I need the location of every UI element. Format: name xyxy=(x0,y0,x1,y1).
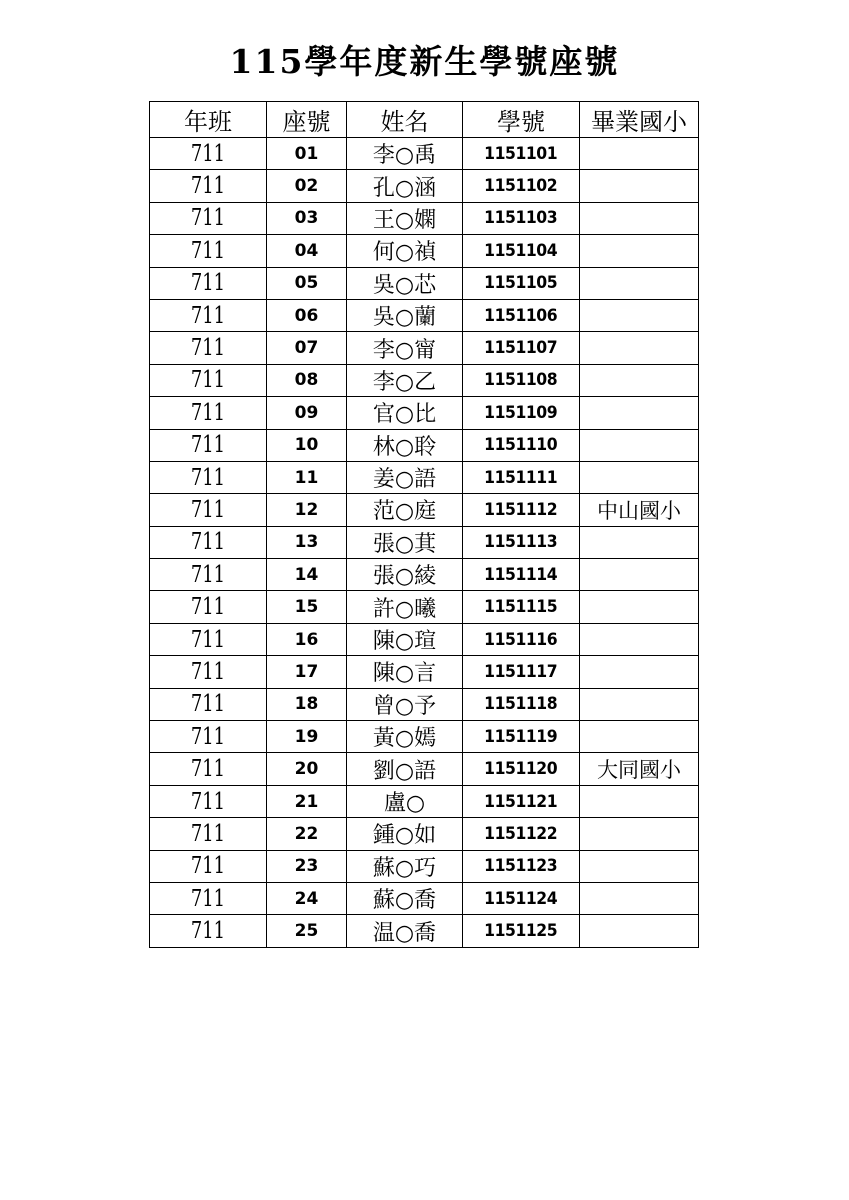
table-row xyxy=(150,559,699,591)
table-row xyxy=(150,397,699,429)
table-row xyxy=(150,915,699,947)
cell-name: 吳○芯 xyxy=(347,267,463,299)
table-row xyxy=(150,364,699,396)
cell-seat: 12 xyxy=(267,494,347,526)
cell-name: 劉○語 xyxy=(347,753,463,785)
cell-class xyxy=(150,591,267,623)
cell-class-text: 711 xyxy=(190,237,226,264)
cell-student-id-text: 1151104 xyxy=(484,240,558,261)
cell-name: 張○綾 xyxy=(347,559,463,591)
cell-school xyxy=(580,364,699,396)
cell-seat: 01 xyxy=(267,138,347,170)
cell-class-text: 711 xyxy=(190,918,226,945)
cell-seat: 13 xyxy=(267,526,347,558)
table-row xyxy=(150,656,699,688)
cell-class-text: 711 xyxy=(190,302,226,329)
cell-student-id xyxy=(463,235,580,267)
cell-student-id xyxy=(463,299,580,331)
cell-student-id xyxy=(463,332,580,364)
cell-class-text: 711 xyxy=(190,723,226,750)
cell-name: 蘇○巧 xyxy=(347,850,463,882)
cell-student-id xyxy=(463,688,580,720)
cell-name: 陳○瑄 xyxy=(347,623,463,655)
cell-school xyxy=(580,397,699,429)
cell-class-text: 711 xyxy=(190,885,226,912)
cell-school xyxy=(580,235,699,267)
cell-class-text: 711 xyxy=(190,561,226,588)
table-row xyxy=(150,494,699,526)
cell-student-id xyxy=(463,267,580,299)
cell-student-id xyxy=(463,397,580,429)
cell-class-text: 711 xyxy=(190,626,226,653)
cell-name: 許○曦 xyxy=(347,591,463,623)
cell-seat: 16 xyxy=(267,623,347,655)
cell-name: 王○嫻 xyxy=(347,202,463,234)
header-class: 年班 xyxy=(150,102,267,138)
cell-class xyxy=(150,915,267,947)
cell-school xyxy=(580,559,699,591)
cell-class xyxy=(150,850,267,882)
table-row xyxy=(150,170,699,202)
table-row xyxy=(150,721,699,753)
cell-school xyxy=(580,170,699,202)
cell-student-id-text: 1151101 xyxy=(484,143,558,164)
cell-school xyxy=(580,429,699,461)
cell-class xyxy=(150,202,267,234)
table-row xyxy=(150,753,699,785)
cell-student-id xyxy=(463,429,580,461)
cell-seat: 03 xyxy=(267,202,347,234)
cell-student-id-text: 1151124 xyxy=(484,888,558,909)
cell-class xyxy=(150,299,267,331)
cell-student-id xyxy=(463,785,580,817)
cell-student-id xyxy=(463,656,580,688)
cell-class xyxy=(150,332,267,364)
table-row xyxy=(150,235,699,267)
cell-student-id-text: 1151112 xyxy=(484,499,558,520)
cell-student-id-text: 1151107 xyxy=(484,338,558,359)
cell-name: 吳○蘭 xyxy=(347,299,463,331)
cell-student-id-text: 1151125 xyxy=(484,921,558,942)
cell-class xyxy=(150,170,267,202)
table-header-row xyxy=(150,102,699,138)
cell-school xyxy=(580,138,699,170)
cell-class xyxy=(150,559,267,591)
header-seat: 座號 xyxy=(267,102,347,138)
cell-seat: 11 xyxy=(267,461,347,493)
cell-student-id-text: 1151110 xyxy=(484,435,558,456)
cell-student-id-text: 1151116 xyxy=(484,629,558,650)
table-body xyxy=(150,138,699,948)
cell-seat: 19 xyxy=(267,721,347,753)
cell-name: 李○甯 xyxy=(347,332,463,364)
cell-name: 曾○予 xyxy=(347,688,463,720)
cell-student-id xyxy=(463,170,580,202)
cell-student-id-text: 1151117 xyxy=(484,661,558,682)
cell-school xyxy=(580,591,699,623)
table-row xyxy=(150,591,699,623)
table-row xyxy=(150,267,699,299)
page-title: 115學年度新生學號座號 xyxy=(229,42,620,81)
cell-class xyxy=(150,364,267,396)
cell-seat: 25 xyxy=(267,915,347,947)
cell-seat: 23 xyxy=(267,850,347,882)
cell-name: 何○禎 xyxy=(347,235,463,267)
cell-student-id xyxy=(463,138,580,170)
cell-student-id-text: 1151119 xyxy=(484,726,558,747)
cell-student-id xyxy=(463,364,580,396)
cell-name: 温○喬 xyxy=(347,915,463,947)
table-row xyxy=(150,526,699,558)
cell-student-id-text: 1151123 xyxy=(484,856,558,877)
cell-class xyxy=(150,623,267,655)
cell-student-id-text: 1151120 xyxy=(484,759,558,780)
cell-class-text: 711 xyxy=(190,205,226,232)
cell-school xyxy=(580,332,699,364)
cell-class-text: 711 xyxy=(190,270,226,297)
cell-school xyxy=(580,785,699,817)
cell-seat: 17 xyxy=(267,656,347,688)
cell-student-id-text: 1151113 xyxy=(484,532,558,553)
cell-class xyxy=(150,721,267,753)
cell-seat: 24 xyxy=(267,882,347,914)
cell-class-text: 711 xyxy=(190,173,226,200)
cell-seat: 10 xyxy=(267,429,347,461)
cell-class-text: 711 xyxy=(190,496,226,523)
cell-class xyxy=(150,656,267,688)
cell-class xyxy=(150,235,267,267)
student-roster-table xyxy=(149,101,699,948)
cell-student-id xyxy=(463,850,580,882)
cell-student-id xyxy=(463,559,580,591)
cell-name: 李○乙 xyxy=(347,364,463,396)
cell-student-id-text: 1151114 xyxy=(484,564,558,585)
table-row xyxy=(150,429,699,461)
cell-school: 大同國小 xyxy=(580,753,699,785)
cell-student-id-text: 1151109 xyxy=(484,402,558,423)
cell-class xyxy=(150,818,267,850)
cell-class-text: 711 xyxy=(190,691,226,718)
cell-student-id-text: 1151103 xyxy=(484,208,558,229)
cell-name: 鍾○如 xyxy=(347,818,463,850)
header-school: 畢業國小 xyxy=(580,102,699,138)
cell-class-text: 711 xyxy=(190,853,226,880)
header-name: 姓名 xyxy=(347,102,463,138)
table-row xyxy=(150,138,699,170)
cell-student-id-text: 1151121 xyxy=(484,791,558,812)
table-row xyxy=(150,882,699,914)
cell-class-text: 711 xyxy=(190,756,226,783)
cell-student-id xyxy=(463,494,580,526)
cell-student-id-text: 1151118 xyxy=(484,694,558,715)
cell-student-id xyxy=(463,623,580,655)
cell-class-text: 711 xyxy=(190,658,226,685)
cell-school xyxy=(580,850,699,882)
table-row xyxy=(150,299,699,331)
cell-student-id-text: 1151111 xyxy=(484,467,558,488)
cell-class xyxy=(150,688,267,720)
cell-class xyxy=(150,397,267,429)
cell-class xyxy=(150,429,267,461)
cell-seat: 18 xyxy=(267,688,347,720)
cell-seat: 09 xyxy=(267,397,347,429)
cell-class-text: 711 xyxy=(190,464,226,491)
cell-student-id xyxy=(463,591,580,623)
cell-student-id-text: 1151108 xyxy=(484,370,558,391)
cell-class xyxy=(150,882,267,914)
cell-school xyxy=(580,202,699,234)
cell-student-id-text: 1151105 xyxy=(484,273,558,294)
cell-name: 盧○ xyxy=(347,785,463,817)
table-row xyxy=(150,818,699,850)
table-row xyxy=(150,688,699,720)
cell-class-text: 711 xyxy=(190,432,226,459)
cell-name: 林○聆 xyxy=(347,429,463,461)
cell-class-text: 711 xyxy=(190,140,226,167)
cell-student-id-text: 1151122 xyxy=(484,823,558,844)
cell-school xyxy=(580,299,699,331)
cell-school xyxy=(580,818,699,850)
cell-seat: 22 xyxy=(267,818,347,850)
cell-class-text: 711 xyxy=(190,594,226,621)
cell-class-text: 711 xyxy=(190,399,226,426)
cell-seat: 04 xyxy=(267,235,347,267)
table-row xyxy=(150,850,699,882)
cell-class xyxy=(150,753,267,785)
cell-name: 孔○涵 xyxy=(347,170,463,202)
cell-student-id xyxy=(463,882,580,914)
cell-seat: 14 xyxy=(267,559,347,591)
cell-school xyxy=(580,656,699,688)
cell-student-id xyxy=(463,461,580,493)
cell-seat: 06 xyxy=(267,299,347,331)
cell-name: 李○禹 xyxy=(347,138,463,170)
cell-school xyxy=(580,526,699,558)
cell-name: 姜○語 xyxy=(347,461,463,493)
cell-student-id-text: 1151115 xyxy=(484,597,558,618)
cell-student-id-text: 1151102 xyxy=(484,176,558,197)
cell-class xyxy=(150,461,267,493)
cell-class-text: 711 xyxy=(190,529,226,556)
cell-name: 范○庭 xyxy=(347,494,463,526)
header-student-id: 學號 xyxy=(463,102,580,138)
cell-student-id xyxy=(463,915,580,947)
cell-class-text: 711 xyxy=(190,367,226,394)
cell-student-id-text: 1151106 xyxy=(484,305,558,326)
cell-class xyxy=(150,138,267,170)
table-row xyxy=(150,623,699,655)
cell-school xyxy=(580,267,699,299)
cell-class xyxy=(150,785,267,817)
table-row xyxy=(150,785,699,817)
cell-seat: 20 xyxy=(267,753,347,785)
cell-class-text: 711 xyxy=(190,820,226,847)
cell-school xyxy=(580,721,699,753)
table-row xyxy=(150,202,699,234)
cell-class-text: 711 xyxy=(190,335,226,362)
cell-name: 蘇○喬 xyxy=(347,882,463,914)
cell-seat: 08 xyxy=(267,364,347,396)
cell-name: 陳○言 xyxy=(347,656,463,688)
table-row xyxy=(150,461,699,493)
cell-student-id xyxy=(463,753,580,785)
cell-seat: 15 xyxy=(267,591,347,623)
cell-student-id xyxy=(463,721,580,753)
cell-name: 官○比 xyxy=(347,397,463,429)
cell-school: 中山國小 xyxy=(580,494,699,526)
cell-student-id xyxy=(463,202,580,234)
cell-student-id xyxy=(463,526,580,558)
cell-school xyxy=(580,882,699,914)
cell-name: 黃○嫣 xyxy=(347,721,463,753)
cell-school xyxy=(580,461,699,493)
cell-class xyxy=(150,267,267,299)
cell-student-id xyxy=(463,818,580,850)
cell-school xyxy=(580,915,699,947)
table-row xyxy=(150,332,699,364)
cell-name: 張○萁 xyxy=(347,526,463,558)
cell-seat: 02 xyxy=(267,170,347,202)
cell-seat: 21 xyxy=(267,785,347,817)
cell-class-text: 711 xyxy=(190,788,226,815)
cell-school xyxy=(580,688,699,720)
cell-class xyxy=(150,526,267,558)
cell-class xyxy=(150,494,267,526)
cell-seat: 05 xyxy=(267,267,347,299)
cell-seat: 07 xyxy=(267,332,347,364)
cell-school xyxy=(580,623,699,655)
